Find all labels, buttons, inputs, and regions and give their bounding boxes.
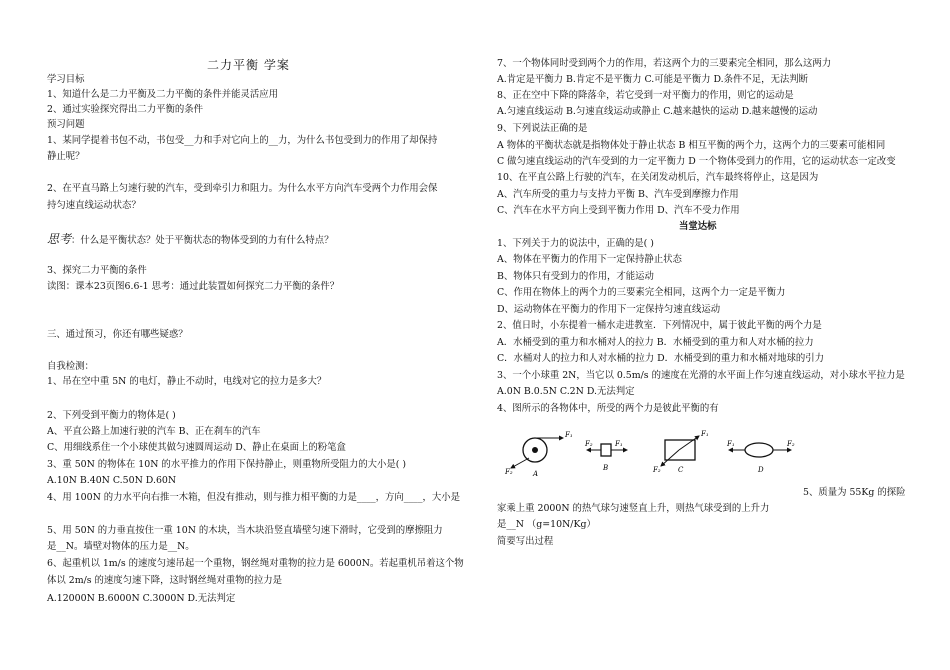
text-line: A.12000N B.6000N C.3000N D.无法判定 xyxy=(47,593,236,604)
text-line: 简要写出过程 xyxy=(497,536,554,547)
text-line: 体以 2m/s 的速度匀速下降，这时钢丝绳对重物的拉力是 xyxy=(47,575,283,586)
force-label: F₁ xyxy=(727,440,735,448)
section-heading: 当堂达标 xyxy=(679,221,717,232)
figure-label: C xyxy=(678,466,684,474)
text-line: 3、一个小球重 2N，当它以 0.5m/s 的速度在光滑的水平面上作匀速直线运动，对小球水平拉力是 xyxy=(497,370,905,381)
force-label: F₁ xyxy=(701,430,709,438)
text-line: 3、探究二力平衡的条件 xyxy=(47,265,147,276)
text-line: A、物体在平衡力的作用下一定保持静止状态 xyxy=(497,254,682,265)
figure-d xyxy=(726,440,795,474)
force-diagram xyxy=(503,428,803,478)
text-line: A．水桶受到的重力和水桶对人的拉力 B．水桶受到的重力和人对水桶的拉力 xyxy=(497,337,814,348)
text-line: 2、通过实验探究得出二力平衡的条件 xyxy=(47,104,203,115)
force-diagram-svg xyxy=(503,428,803,478)
text-line: A、平直公路上加速行驶的汽车 B、正在刹车的汽车 xyxy=(47,426,261,437)
text-line: 自我检测： xyxy=(47,361,94,372)
text-line: 预习问题 xyxy=(47,119,85,130)
text-line: D、运动物体在平衡力的作用下一定保持匀速直线运动 xyxy=(497,304,721,315)
text-line: 8、正在空中下降的降落伞，若它受到一对平衡力的作用，则它的运动是 xyxy=(497,90,794,101)
figure-b xyxy=(584,440,627,472)
text-line: 5、用 50N 的力垂直按住一重 10N 的木块，当木块沿竖直墙壁匀速下滑时，它受到的摩擦阻力 xyxy=(47,525,443,536)
figure-a xyxy=(504,431,573,478)
text-line: 6、起重机以 1m/s 的速度匀速吊起一个重物，钢丝绳对重物的拉力是 6000N。若起重机吊着这个物 xyxy=(47,558,464,569)
text-line: 7、一个物体同时受到两个力的作用，若这两个力的三要素完全相同，那么这两力 xyxy=(497,58,832,69)
text-line: 1、某同学提着书包不动，书包受__力和手对它向上的__力，为什么书包受到力的作用了却保持 xyxy=(47,135,438,146)
force-label: F₂ xyxy=(585,440,593,448)
text-line: 1、知道什么是二力平衡及二力平衡的条件并能灵活应用 xyxy=(47,89,278,100)
force-label: F₁ xyxy=(615,440,623,448)
text-line: A、汽车所受的重力与支持力平衡 B、汽车受到摩擦力作用 xyxy=(497,189,739,200)
text-line: 家乘上重 2000N 的热气球匀速竖直上升，则热气球受到的上升力 xyxy=(497,503,770,514)
text-line: B、物体只有受到力的作用，才能运动 xyxy=(497,271,654,282)
figure-label: D xyxy=(758,466,764,474)
figure-label: B xyxy=(603,464,609,472)
text-line: 2、值日时，小东提着一桶水走进教室．下列情况中，属于彼此平衡的两个力是 xyxy=(497,320,822,331)
question-5-start: 5、质量为 55Kg 的探险 xyxy=(803,487,906,498)
force-label: F₂ xyxy=(505,468,513,476)
text-line: 4、用 100N 的力水平向右推一木箱，但没有推动，则与推力相平衡的力是____，方向____，大小是 xyxy=(47,492,461,503)
text-line: 1、吊在空中重 5N 的电灯，静止不动时，电线对它的拉力是多大？ xyxy=(47,376,327,387)
text-line: 学习目标 xyxy=(47,74,85,85)
think-line xyxy=(47,233,334,245)
think-question: ：什么是平衡状态？处于平衡状态的物体受到的力有什么特点？ xyxy=(71,235,334,246)
text-line: 是__N。墙壁对物体的压力是__N。 xyxy=(47,541,195,552)
text-line: A.0N B.0.5N C.2N D.无法判定 xyxy=(497,386,635,397)
text-line: 三、通过预习，你还有哪些疑惑？ xyxy=(47,329,188,340)
force-label: F₂ xyxy=(653,466,661,474)
text-line: C 做匀速直线运动的汽车受到的力一定平衡力 D 一个物体受到力的作用，它的运动状态一定改变 xyxy=(497,156,896,167)
figure-label: A xyxy=(533,470,539,478)
figure-c xyxy=(652,430,709,474)
text-line: 10、在平直公路上行驶的汽车，在关闭发动机后，汽车最终将停止，这是因为 xyxy=(497,172,819,183)
text-line: C．水桶对人的拉力和人对水桶的拉力 D．水桶受到的重力和水桶对地球的引力 xyxy=(497,353,825,364)
text-line: A.10N B.40N C.50N D.60N xyxy=(47,475,177,486)
text-line: 4、图所示的各物体中，所受的两个力是彼此平衡的有 xyxy=(497,403,719,414)
text-line: 2、在平直马路上匀速行驶的汽车，受到牵引力和阻力。为什么水平方向汽车受两个力作用会保 xyxy=(47,183,438,194)
text-line: C、用细线系住一个小球使其做匀速圆周运动 D、静止在桌面上的粉笔盒 xyxy=(47,442,346,453)
text-line: 是__N （g=10N/Kg） xyxy=(497,519,596,530)
text-line: 持匀速直线运动状态？ xyxy=(47,200,141,211)
text-line: A.匀速直线运动 B.匀速直线运动或静止 C.越来越快的运动 D.越来越慢的运动 xyxy=(497,106,818,117)
force-label: F₁ xyxy=(565,431,573,439)
text-line: 1、下列关于力的说法中，正确的是( ) xyxy=(497,238,654,249)
text-line: 9、下列说法正确的是 xyxy=(497,123,588,134)
text-line: 3、重 50N 的物体在 10N 的水平推力的作用下保持静止，则重物所受阻力的大小是( ) xyxy=(47,459,407,470)
force-label: F₂ xyxy=(787,440,795,448)
text-line: C、作用在物体上的两个力的三要素完全相同，这两个力一定是平衡力 xyxy=(497,287,786,298)
text-line: A.肯定是平衡力 B.肯定不是平衡力 C.可能是平衡力 D.条件不足，无法判断 xyxy=(497,74,809,85)
text-line: 2、下列受到平衡力的物体是( ) xyxy=(47,410,176,421)
think-label: 思考 xyxy=(47,232,72,246)
text-line: A 物体的平衡状态就是指物体处于静止状态 B 相互平衡的两个力，这两个力的三要素可能相同 xyxy=(497,140,886,151)
text-line: 读图：课本23页图6.6-1 思考：通过此装置如何探究二力平衡的条件？ xyxy=(47,281,340,292)
text-line: C、汽车在水平方向上受到平衡力作用 D、汽车不受力作用 xyxy=(497,205,740,216)
page-title: 二力平衡 学案 xyxy=(207,58,290,72)
text-line: 静止呢？ xyxy=(47,151,85,162)
